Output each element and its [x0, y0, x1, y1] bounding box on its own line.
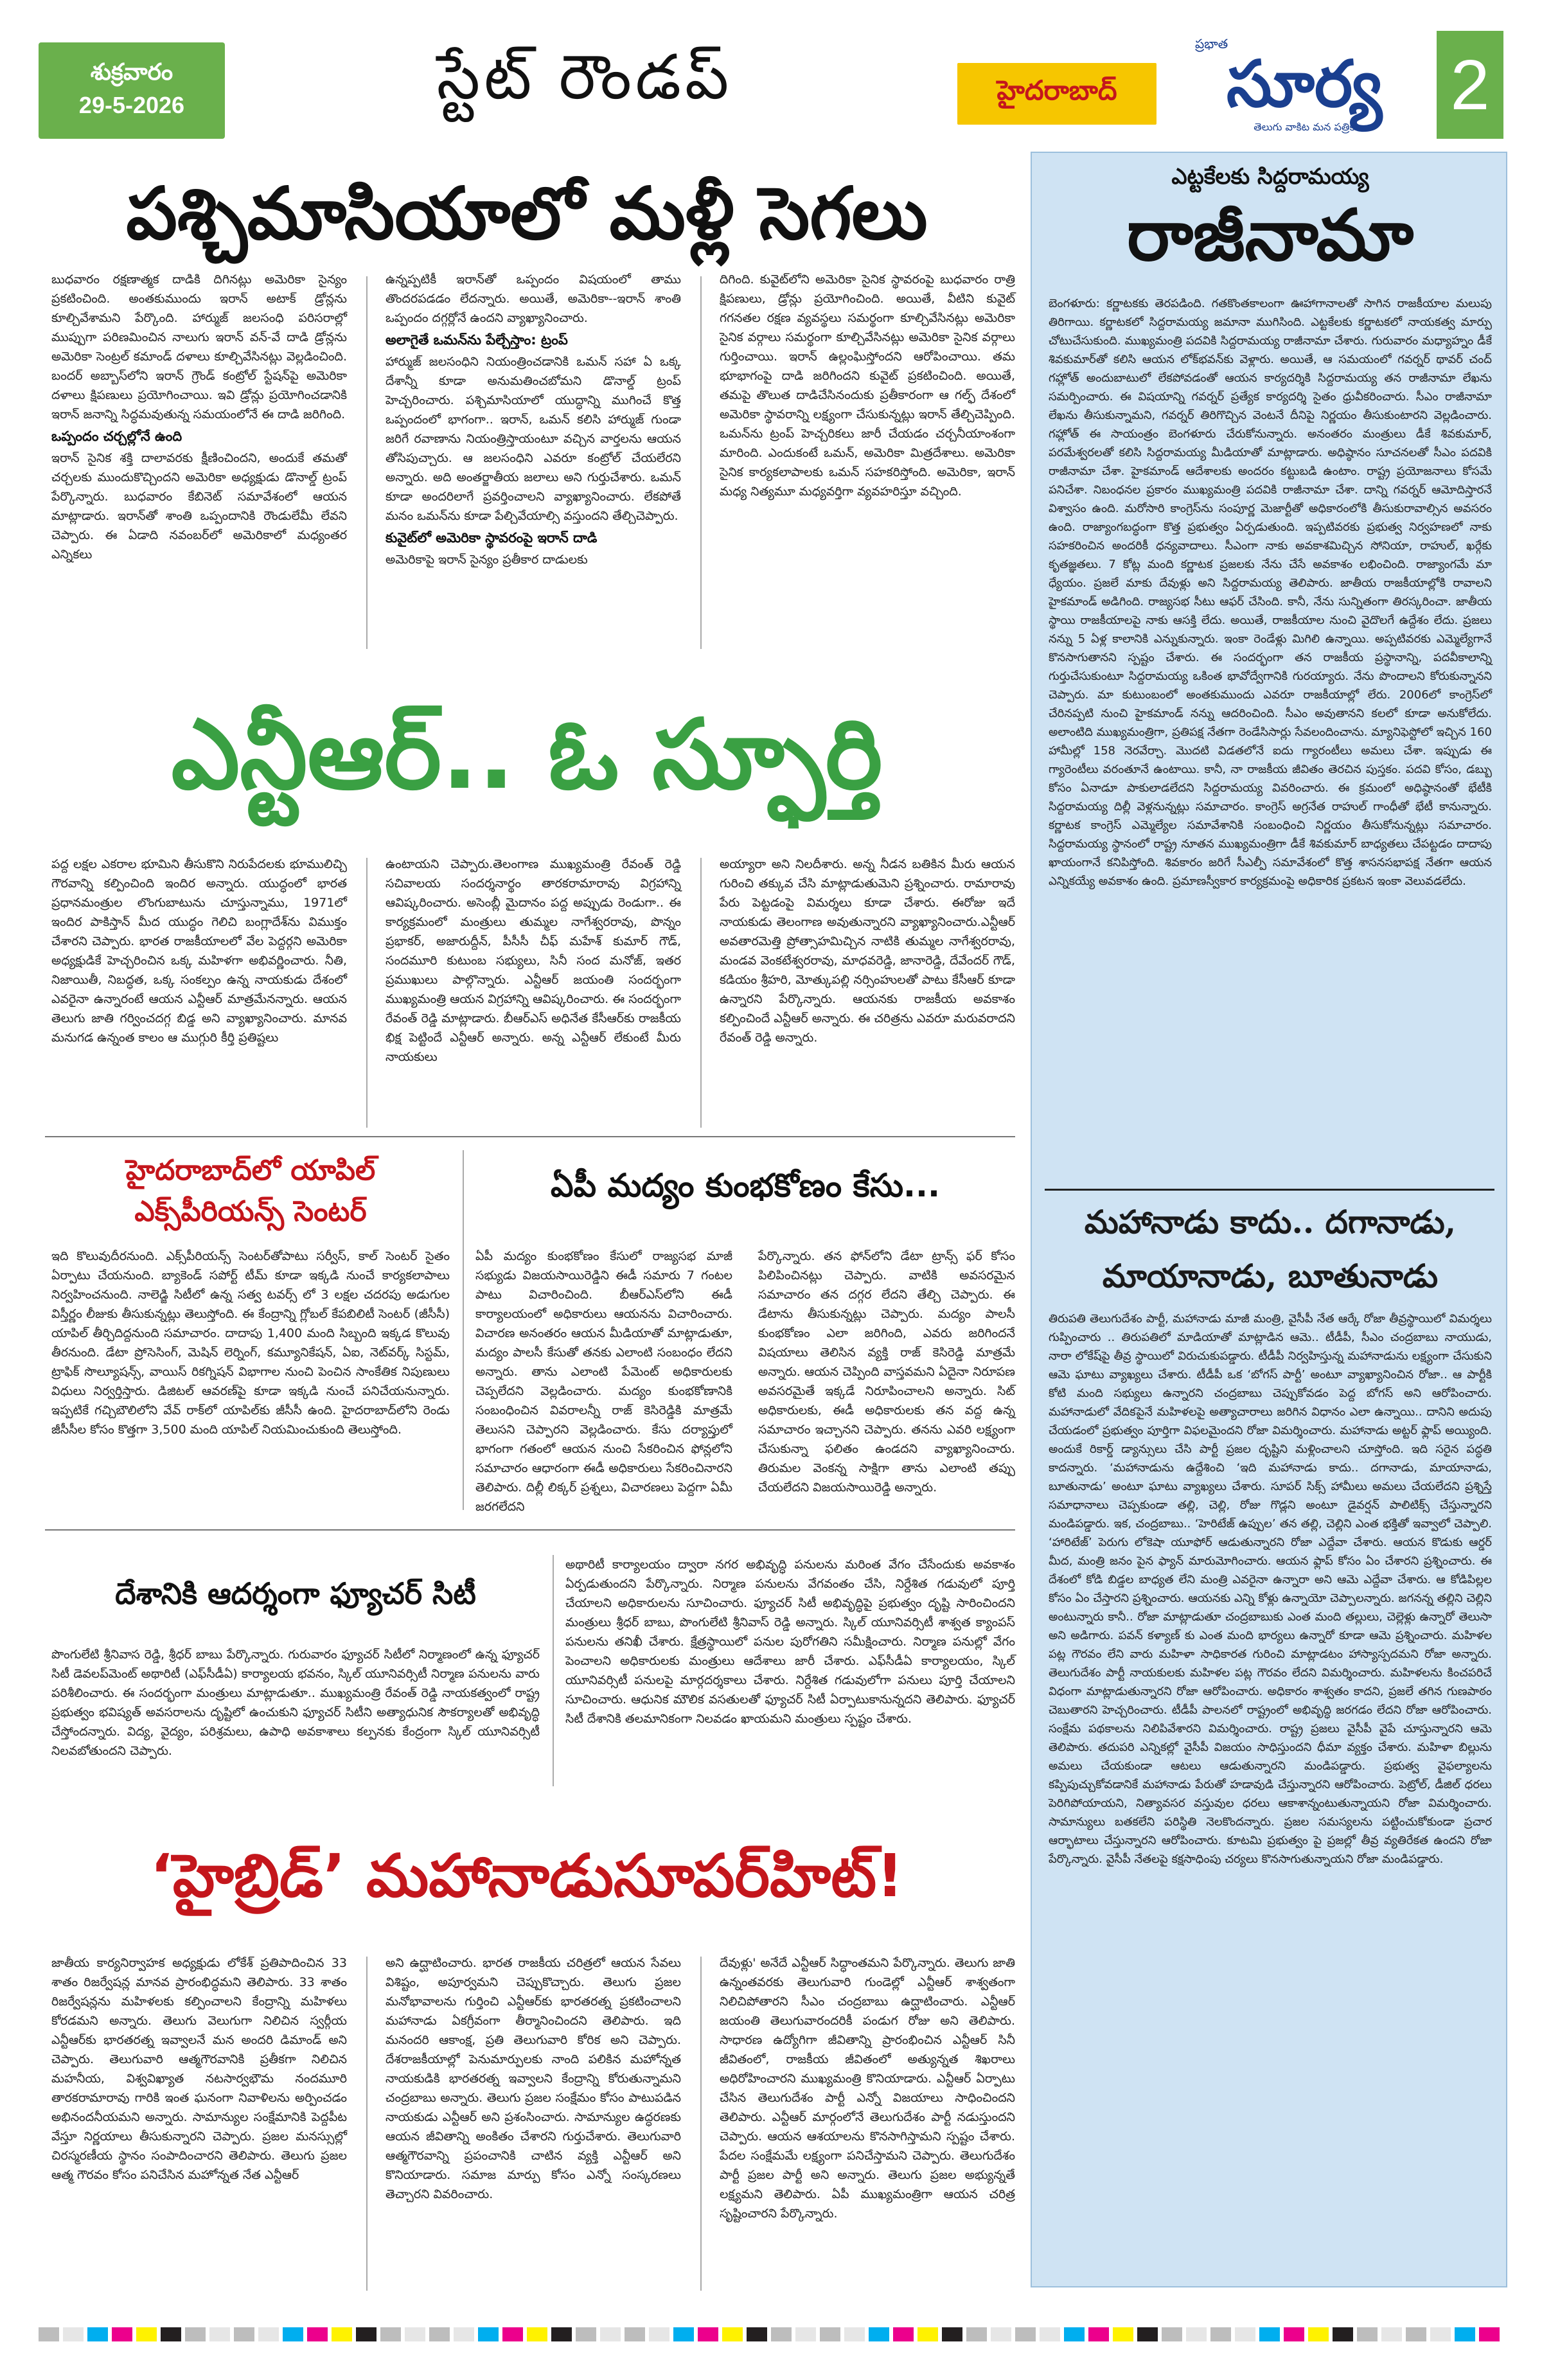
color-bar-swatch [649, 2327, 669, 2341]
color-bar-swatch [820, 2327, 840, 2341]
color-bar-swatch [39, 2327, 59, 2341]
color-bar-swatch [87, 2327, 108, 2341]
color-bar-swatch [625, 2327, 645, 2341]
story1-text-3: దిగింది. కువైట్‌లోని అమెరికా సైనిక స్థావరంపై బుధవారం రాత్రి క్షిపణులు, డ్రోన్లు ప్రయోగించింది. అయితే, వీటిని కువైట్ గగనతల రక్షణ వ్యవస్థలు సమర్థంగా కూల్చివేసినట్లు అమెరికా సైనిక వర్గాలు సమర్థంగా కూల్చివేసినట్లు అమెరికా సైనిక వర్గాలు గుర్తించాయి. ఇరాన్ ఉల్లంఘిస్తోందని ఆరోపించాయి. తమ భూభాగంపై దాడి జరిగిందని కువైట్ ప్రకటించింది. అయితే, తమపై తొలుత దాడిచేసినందుకు ప్రతీకారంగా ఆ గల్ఫ్ దేశంలో అమెరికా స్థావరాన్ని లక్ష్యంగా చేసుకున్నట్లు ఇరాన్ తేల్చిచెప్పింది. ఒమన్‌ను ట్రంప్ హెచ్చరికలు జారీ చేయడం చర్చనీయాంశంగా మారింది. ఎందుకంటే ఒమన్, అమెరికా మిత్రదేశాలు. అమెరికా సైనిక కార్యకలాపాలకు ఒమన్ సహకరిస్తోంది. అమెరికా, ఇరాన్ మధ్య నిత్యమూ మధ్యవర్తిగా వ్యవహరిస్తూ వచ్చింది. [720, 272, 1015, 499]
logo-wordmark: సూర్య [1226, 46, 1383, 121]
color-bar-swatch [356, 2327, 377, 2341]
color-bar-swatch [1064, 2327, 1085, 2341]
color-bar-swatch [1357, 2327, 1378, 2341]
story6-column-3 [720, 1953, 1015, 2223]
color-bar-swatch [63, 2327, 84, 2341]
color-bar-swatch [1210, 2327, 1231, 2341]
story2-column-3 [720, 855, 1015, 1047]
color-bar-swatch [136, 2327, 157, 2341]
color-bar-swatch [332, 2327, 352, 2341]
story6-text-3: దేవుళ్లు' అనేదే ఎన్టీఆర్ సిద్ధాంతమని పేర్కొన్నారు. తెలుగు జాతి ఉన్నంతవరకు తెలుగువారి గుండెల్లో ఎన్టీఆర్ శాశ్వతంగా నిలిచిపోతారని సీఎం చంద్రబాబు ఉద్ఘాటించారు. ఎన్టీఆర్ జయంతి తెలుగువారందరికీ పండుగ రోజు అని తెలిపారు. సాధారణ ఉద్యోగిగా జీవితాన్ని ప్రారంభించిన ఎన్టీఆర్ సినీ జీవితంలో, రాజకీయ జీవితంలో అత్యున్నత శిఖరాలు అధిరోహించారని ముఖ్యమంత్రి కొనియాడారు. ఎన్టీఆర్ ఏర్పాటు చేసిన తెలుగుదేశం పార్టీ ఎన్నో విజయాలు సాధించిందని తెలిపారు. ఎన్టీఆర్ మార్గంలోనే తెలుగుదేశం పార్టీ నడుస్తుందని చెప్పారు. ఆయన ఆశయాలను కొనసాగిస్తామని స్పష్టం చేశారు. పేదల సంక్షేమమే లక్ష్యంగా పనిచేస్తామని చెప్పారు. తెలుగుదేశం పార్టీ ప్రజల పార్టీ అని అన్నారు. తెలుగు ప్రజల అభ్యున్నతే లక్ష్యమని తెలిపారు. ఏపీ ముఖ్యమంత్రిగా ఆయన చరిత్ర సృష్టించారని పేర్కొన్నారు. [720, 1956, 1015, 2221]
sidebar-headline: రాజీనామా [1126, 193, 1414, 276]
story2-column-2 [386, 855, 681, 1067]
day-label: శుక్రవారం [90, 58, 173, 85]
story6-column-2 [386, 1953, 681, 2204]
color-bar-swatch [893, 2327, 914, 2341]
color-bar-swatch [1333, 2327, 1353, 2341]
story5-column-2 [565, 1555, 1015, 1728]
color-bar-swatch [722, 2327, 743, 2341]
color-bar-swatch [917, 2327, 938, 2341]
color-bar-swatch [1284, 2327, 1304, 2341]
color-bar-swatch [405, 2327, 425, 2341]
color-bar-swatch [234, 2327, 254, 2341]
color-bar-swatch [771, 2327, 792, 2341]
story1-column-3 [720, 270, 1015, 501]
sidebar-headline-2 [1032, 1195, 1509, 1303]
story1-text-1: బుధవారం రక్షణాత్మక దాడికి దిగినట్లు అమెరికా సైన్యం ప్రకటించింది. అంతకుముందు ఇరాన్ అటాక్ డ్రోన్లను కూల్చివేశామని పేర్కొంది. హార్ముజ్ జలసంధి పరిసరాల్లో ముప్పుగా పరిణమించిన నాలుగు ఇరాన్ వన్-వే దాడి డ్రోన్లను అమెరికా సెంట్రల్ కమాండ్ దళాలు కూల్చివేసినట్లు వెల్లడించింది. బందర్ అబ్బాస్‌లోని ఇరాన్ గ్రౌండ్ కంట్రోల్ స్టేషన్‌పై అమెరికా దళాలు క్షిపణులు ప్రయోగించాయి. ఇవి డ్రోన్లు ప్రయోగించడానికి ఇరాన్ జనాన్ని సిద్ధమవుతున్న సమయంలోనే ఈ దాడి జరిగింది. [51, 272, 347, 422]
color-bar-swatch [1040, 2327, 1060, 2341]
headline-apple-line-2: ఎక్స్‌పీరియన్స్ సెంటర్ [134, 1195, 367, 1228]
sidebar-story-2 [1049, 1310, 1492, 1869]
column-divider [700, 858, 702, 1128]
column-divider [700, 1957, 702, 2291]
page-number: 2 [1437, 31, 1503, 139]
print-color-bar [39, 2327, 1503, 2341]
story6-text-2: అని ఉద్ఘాటించారు. భారత రాజకీయ చరిత్రలో ఆయన సేవలు విశిష్టం, అపూర్వమని చెప్పుకొచ్చారు. తెలుగు ప్రజల మనోభావాలను గుర్తించి ఎన్టీఆర్‌కు భారతరత్న ప్రకటించాలని మహానాడు ఏకగ్రీవంగా తీర్మానించిందని తెలిపారు. ఇది మనందరి ఆకాంక్ష, ప్రతి తెలుగువారి కోరిక అని చెప్పారు. దేశరాజకీయాల్లో పెనుమార్పులకు నాంది పలికిన మహోన్నత నాయకుడికి భారతరత్న ఇవ్వాలని కేంద్రాన్ని కోరుతున్నామని చంద్రబాబు అన్నారు. తెలుగు ప్రజల సంక్షేమం కోసం పాటుపడిన నాయకుడు ఎన్టీఆర్ అని ప్రశంసించారు. సామాన్యుల ఉద్ధరణకు ఆయన జీవితాన్ని అంకితం చేశారని గుర్తుచేశారు. తెలుగువారి ఆత్మగౌరవాన్ని ప్రపంచానికి చాటిన వ్యక్తి ఎన్టీఆర్ అని కొనియాడారు. సమాజ మార్పు కోసం ఎన్నో సంస్కరణలు తెచ్చారని వివరించారు. [386, 1956, 681, 2201]
headline-hybrid-mahanadu: ‘హైబ్రిడ్’ మహానాడుసూపర్‌హిట్! [150, 1842, 904, 1910]
color-bar-swatch [1430, 2327, 1451, 2341]
color-bar-swatch [283, 2327, 303, 2341]
story1-column-1 [51, 270, 347, 564]
column-divider [366, 858, 368, 1128]
story1-text-2b: హార్ముజ్ జలసంధిని నియంత్రించడానికి ఒమన్ సహా ఏ ఒక్క దేశాన్నీ కూడా అనుమతించబోమని డొనాల్డ్ ట్రంప్ హెచ్చరించారు. పశ్చిమాసియాలో యుద్ధాన్ని ముగించే కొత్త ఒప్పందంలో భాగంగా.. ఇరాన్, ఒమన్ కలిసి హార్ముజ్ గుండా జరిగే రవాణాను నియంత్రిస్తాయంటూ వచ్చిన వార్తలను ఆయన తోసిపుచ్చారు. ఆ జలసంధిని ఎవరూ కంట్రోల్ చేయలేరని అన్నారు. అది అంతర్జాతీయ జలాలు అని గుర్తుచేశారు. ఒమన్ కూడా అందరిలాగే ప్రవర్తించాలని వ్యాఖ్యానించారు. లేకపోతే మనం ఒమన్‌ను కూడా పేల్చివేయాల్సి వస్తుందని తేల్చిచెప్పారు. [386, 355, 681, 523]
story4-column-1 [475, 1247, 732, 1516]
story1-column-2 [386, 270, 681, 569]
section-rule [45, 1136, 1015, 1137]
color-bar-swatch [1406, 2327, 1426, 2341]
headline-ap-liquor: ఏపీ మద్యం కుంభకోణం కేసు... [550, 1167, 941, 1204]
story1-text-2: ఉన్నప్పటికీ ఇరాన్‌తో ఒప్పందం విషయంలో తాము తొందరపడడం లేదన్నారు. అయితే, అమెరికా--ఇరాన్ శాంతి ఒప్పందం దగ్గర్లోనే ఉందని వ్యాఖ్యానించారు. [386, 272, 681, 325]
color-bar-swatch [551, 2327, 572, 2341]
color-bar-swatch [1381, 2327, 1402, 2341]
story5-text-1: పొంగులేటి శ్రీనివాస రెడ్డి, శ్రీధర్ బాబు పేర్కొన్నారు. గురువారం ఫ్యూచర్ సిటీలో నిర్మాణంలో ఉన్న ఫ్యూచర్ సిటీ డెవలప్‌మెంట్ అథారిటీ (ఎఫ్‌సీడీఏ) కార్యాలయ భవనం, స్కిల్ యూనివర్సిటీ నిర్మాణ పనులను వారు పరిశీలించారు. ఈ సందర్భంగా మంత్రులు మాట్లాడుతూ.. ముఖ్యమంత్రి రేవంత్ రెడ్డి నాయకత్వంలో రాష్ట్ర ప్రభుత్వం భవిష్యత్ అవసరాలను దృష్టిలో ఉంచుకుని ఫ్యూచర్ సిటీని అత్యాధునిక సౌకర్యాలతో అభివృద్ధి చేస్తోందన్నారు. విద్య, వైద్యం, పరిశ్రమలు, ఉపాధి అవకాశాలు కల్పనకు కేంద్రంగా స్కిల్ యూనివర్సిటీ నిలవబోతుందని చెప్పారు. [51, 1647, 540, 1758]
color-bar-swatch [1308, 2327, 1329, 2341]
sidebar-story-1 [1049, 294, 1492, 891]
color-bar-swatch [112, 2327, 132, 2341]
story6-text-1: జాతీయ కార్యనిర్వాహక అధ్యక్షుడు లోకేశ్ ప్రతిపాదించిన 33 శాతం రిజర్వేషన్ల మానవ ప్రారంభిద్ధమని తెలిపారు. 33 శాతం రిజర్వేషన్లను మహిళలకు కల్పించాలని కేంద్రాన్ని మహిళలు కోరడమని అన్నారు. తెలుగు వెలుగుగా నిలిచిన స్వర్గీయ ఎన్టీఆర్‌కు భారతరత్న ఇవ్వాలనే మన అందరి డిమాండ్ అని చెప్పారు. తెలుగువారి ఆత్మగౌరవానికి ప్రతీకగా నిలిచిన మహనీయ, విశ్వవిఖ్యాత నటసార్వభౌమ నందమూరి తారకరామారావు గారికి ఇంత ఘనంగా నివాళిలను అర్పించడం అభినందనీయమని అన్నారు. సామాన్యుల సంక్షేమానికి పెద్దపీట వేస్తూ నిర్ణయాలు తీసుకున్నారని చెప్పారు. ప్రజల మనస్సుల్లో చిరస్మరణీయ స్థానం సంపాదించారని తెలిపారు. తెలుగు ప్రజల ఆత్మ గౌరవం కోసం పనిచేసిన మహోన్నత నేత ఎన్టీఆర్ [51, 1956, 347, 2182]
color-bar-swatch [1259, 2327, 1280, 2341]
story2-text-3: అయ్యారా అని నిలదీశారు. అన్న నీడన బతికిన మీరు ఆయన గురించి తక్కువ చేసి మాట్లాడుతుమెని ప్రశ్నించారు. రామారావు పేరు పెట్టడంపై విమర్శలు కూడా చేశారు. ఈరోజు ఇదే నాయకుడు తెలంగాణ అవుతున్నారని వ్యాఖ్యానించారు.ఎన్టీఆర్ అవతారమెత్తి ప్రోత్సాహమిచ్చిన నాటికి తుమ్మల నాగేశ్వరరావు, మండవ వెంకటేశ్వరరావు, మాధవరెడ్డి, జానారెడ్డి, దేవేందర్ గౌడ్, కడియం శ్రీహరి, మోత్కుపల్లి నర్సింహులతో పాటు కేసీఆర్ కూడా ఉన్నారని పేర్కొన్నారు. ఆయనకు రాజకీయ అవకాశం కల్పించిందే ఎన్టీఆర్ అన్నారు. ఈ చరిత్రను ఎవరూ మరువరాదని రేవంత్ రెడ్డి అన్నారు. [720, 857, 1015, 1045]
color-bar-swatch [600, 2327, 621, 2341]
newspaper-logo [1169, 31, 1426, 139]
color-bar-swatch [1162, 2327, 1182, 2341]
headline-apple [45, 1150, 456, 1232]
sidebar-panel [1031, 152, 1507, 2287]
date-box [39, 42, 225, 139]
section-rule [45, 1529, 1015, 1531]
color-bar-swatch [698, 2327, 718, 2341]
story4-text-1: ఏపీ మద్యం కుంభకోణం కేసులో రాజ్యసభ మాజీ సభ్యుడు విజయసాయిరెడ్డిని ఈడీ సమారు 7 గంటల పాటు విచారించింది. బీఆర్ఎస్‌లోని ఈడీ కార్యాలయంలో అధికారులు ఆయనను విచారించారు. విచారణ అనంతరం ఆయన మీడియాతో మాట్లాడుతూ, మద్యం పాలసీ కేసుతో తనకు ఎలాంటి సంబంధం లేదని అన్నారు. తాను ఎలాంటి పేమెంట్ అధికారులకు చెప్పలేదని వెల్లడించారు. మద్యం కుంభకోణానికి సంబంధించిన వివరాలన్నీ రాజ్ కెసిరెడ్డికి మాత్రమే తెలుసని చెప్పారని వెల్లడించారు. కేసు దర్యాప్తులో భాగంగా గతంలో ఆయన నుంచి సేకరించిన ఫోన్లలోని సమాచారం ఆధారంగా ఈడీ అధికారులు సేకరించినారని తెలిపారు. దిల్లీ లిక్కర్ ప్రశ్నలు, విచారణలు పెద్దగా ఏమీ జరగలేదని [475, 1249, 732, 1514]
color-bar-swatch [380, 2327, 401, 2341]
story1-text-1b: ఇరాన్ సైనిక శక్తి దాలావరకు క్షీణించిందని, అందుకే తమతో చర్చలకు ముందుకొచ్చిందని అమెరికా అధ్యక్షుడు డొనాల్డ్ ట్రంప్ పేర్కొన్నారు. బుధవారం కేబినెట్ సమావేశంలో ఆయన మాట్లాడారు. ఇరాన్‌తో శాంతి ఒప్పందానికి రౌండులేమీ లేవని చెప్పారు. ఈ ఏడాది నవంబర్‌లో అమెరికాలో మధ్యంతర ఎన్నికలు [51, 451, 347, 562]
story4-column-2 [758, 1247, 1015, 1497]
color-bar-swatch [1137, 2327, 1158, 2341]
color-bar-swatch [1479, 2327, 1500, 2341]
headline-west-asia: పశ్చిమాసియాలో మళ్లీ సెగలు [126, 172, 928, 256]
story1-subhead-1: ఒప్పందం చర్చల్లోనే ఉంది [51, 429, 182, 444]
story2-text-1: పద్ద లక్షల ఎకరాల భూమిని తీసుకొని నిరుపేదలకు భూములిచ్చి గౌరవాన్ని కల్పించింది ఇందిర అన్నారు. యుద్ధంలో భారత ప్రధానమంత్రుల లొంగుబాటును చూస్తున్నాము, 1971లో ఇందిర పాకిస్తాన్ మీద యుద్ధం గెలిచి బంగ్లాదేశ్‌ను విముక్తం చేశారని చెప్పారు. భారత రాజకీయాలలో వేల పెద్దర్గని అమెరికా అధ్యక్షుడికే హెచ్చరించిన ఒక్క మహిళగా అభివర్ణించారు. నీతి, నిజాయితీ, నిబద్ధత, ఒక్క సంకల్పం ఉన్న నాయకుడు దేశంలో ఎవరైనా ఉన్నారంటే ఆయన ఎన్టీఆర్ మాత్రమేనన్నారు. ఆయన తెలుగు జాతి గర్వించదగ్గ బిడ్డ అని వ్యాఖ్యానించారు. మానవ మనుగడ ఉన్నంత కాలం ఆ ముగ్గురి కీర్తి ప్రతిష్టలు [51, 857, 347, 1045]
column-divider [700, 276, 702, 649]
color-bar-swatch [991, 2327, 1011, 2341]
sidebar-kicker: ఎట్టకేలకు సిద్దరామయ్య [1171, 164, 1369, 190]
story5-column-1 [51, 1645, 540, 1761]
masthead [39, 31, 1503, 139]
color-bar-swatch [161, 2327, 181, 2341]
story1-subhead-3: కువైట్‌లో అమెరికా స్థావరంపై ఇరాన్ దాడి [386, 530, 598, 546]
story5-text-2: అథారిటీ కార్యాలయం ద్వారా నగర అభివృద్ధి పనులను మరింత వేగం చేసేందుకు అవకాశం ఏర్పడుతుందని పేర్కొన్నారు. నిర్మాణ పనులను వేగవంతం చేసి, నిర్దేశిత గడువులో పూర్తి చేయాలని అధికారులను సూచించారు. ఫ్యూచర్ సిటీ అభివృద్ధిపై ప్రభుత్వం దృష్టి సారించిందని మంత్రులు శ్రీధర్ బాబు, పొంగులేటి శ్రీనివాస్ రెడ్డి అన్నారు. స్కిల్ యూనివర్సిటీ శాశ్వత క్యాంపస్ పనులను తనిఖీ చేశారు. క్షేత్రస్థాయిలో పనుల పురోగతిని సమీక్షించారు. నిర్మాణ పనుల్లో వేగం పెంచాలని అధికారులకు మంత్రులు ఆదేశాలు జారీ చేశారు. ఎఫ్‌సీడీఏ కార్యాలయం, స్కిల్ యూనివర్సిటీ పనులపై మార్గదర్శకాలు చేశారు. నిర్దేశిత గడువులోగా పనులు పూర్తి చేయాలని సూచించారు. ఆధునిక మౌలిక వసతులతో ఫ్యూచర్ సిటీ ఏర్పాటుకానున్నదని తెలిపారు. ఫ్యూచర్ సిటీ దేశానికి తలమానికంగా నిలవడం ఖాయమని మంత్రులు స్పష్టం చేశారు. [565, 1558, 1015, 1726]
sidebar-rule [1045, 1189, 1494, 1191]
column-divider [553, 1555, 554, 1786]
city-badge: హైదరాబాద్ [957, 63, 1156, 125]
section-title: స్టేట్ రౌండప్ [436, 41, 733, 113]
color-bar-swatch [1186, 2327, 1207, 2341]
date-label: 29-5-2026 [78, 92, 185, 118]
sidebar-story-2-text: తిరుపతి తెలుగుదేశం పార్టీ, మహానాడు మాజీ మంత్రి, వైసీపీ నేత ఆర్కే రోజా తీవ్రస్థాయిలో విమర్శలు గుప్పించారు .. తిరుపతిలో మాడియాతో మాట్లాడిన ఆమె.. టీడీపీ, సీఎం చంద్రబాబు నాయుడు, నారా లోకేష్‌పై తీవ్ర స్థాయిలో విరుచుకుపడ్డారు. టీడీపీ నిర్వహిస్తున్న మహానాడును లక్ష్యంగా చేసుకుని ఆమె ఘాటు వ్యాఖ్యలు చేశారు. టీడీపీ ఒక ‘బోగస్ పార్టీ’ అంటూ వ్యాఖ్యానించిన రోజా.. ఆ పార్టీకి కోటి మంది సభ్యులు ఉన్నారని చంద్రబాబు చెప్పుకోవడం పెద్ద బోగస్ అని ఆరోపించారు. మహానాడులో వేదికపైనే మహిళలపై అత్యాచారాలు జరిగిన విధానం ఎలా ఉన్నాయి.. దానిని అదుపు చేయడంలో ప్రభుత్వం పూర్తిగా విఫలమైందని రోజా విమర్శించారు. మహానాడు అట్టర్ ఫ్లాప్ అయ్యింది. అందుకే రికార్డ్ డ్యాన్సులు చేసి పార్టీ ప్రజల దృష్టిని మళ్లించాలని చూస్తోంది. ఇది సరైన పద్ధతి కాదన్నారు. ‘మహానాడును ఉద్దేశించి ‘ఇది మహానాడు కాదు.. దగానాడు, మాయానాడు, బూతునాడు’ అంటూ ఘాటు వ్యాఖ్యలు చేశారు. సూపర్ సిక్స్ హామీలు అమలు చేయలేదని ప్రశ్నిస్తే సమాధానాలు చెప్పకుండా తల్లి, చెల్లి, రోజు గొడ్లని అంటూ డైవర్షన్ పాలిటిక్స్ చేస్తున్నారని మండిపడ్డారు. ఇక, చంద్రబాబు.. ‘హెరిటేజ్ ఉప్పుల’ తన తల్లి, చెల్లిని ఎంత భక్తితో ఇవ్వాలో చెప్పాలి. ‘హారిటేజ్’ పెరుగు లోకెషా యూఫోర్ ఆడుతున్నారని రోజా ఎద్దేవా చేశారు. ఆయన కొడుకు ఆర్డర్ మీద, మంత్రి జనం పైన ఫ్యాన్ మారుమోగించారు. ఆయన ఫ్లాప్ కోసం ఏం చేశారని ప్రశ్నించారు. ఈ దేశంలో కోడి బిడ్డల బాధ్యత లేని మంత్రి ఎవరైనా ఉన్నారా అని ఆమె ఎద్దేవా చేశారు. ఆ కోడిపిల్లల కోసం ఏం చేస్తారని ప్రశ్నించారు. ఆయనకు ఎన్ని కోళ్లు ఉన్నాయో చెప్పాలన్నారు. జగనన్న తల్లిని చెల్లిని అంటున్నారు కానీ.. రోజా మాట్లాడుతూ చంద్రబాబుకు ఎంత మంది తల్లులు, చెల్లెళ్లు ఉన్నారో తెలుసా అని అడిగారు. పవన్ కళ్యాణ్ కు ఎంత మంది భార్యలు ఉన్నారో కూడా ఆమె ప్రశ్నించారు. మహిళల పట్ల గౌరవం లేని వారు మహిళా సాధికారత గురించి మాట్లాడటం హాస్యాస్పదమని రోజా అన్నారు. తెలుగుదేశం పార్టీ నాయకులకు మహిళల పట్ల గౌరవం లేదని విమర్శించారు. మహిళలను కించపరిచే విధంగా మాట్లాడుతున్నారని రోజా ఆరోపించారు. అధికారం శాశ్వతం కాదని, ప్రజలే తగిన గుణపాఠం చెబుతారని హెచ్చరించారు. టీడీపీ పాలనలో రాష్ట్రంలో అభివృద్ధి జరగడం లేదని రోజా ఆరోపించారు. సంక్షేమ పథకాలను నిలిపివేశారని విమర్శించారు. రాష్ట్ర ప్రజలు వైసీపీ వైపే చూస్తున్నారని ఆమె తెలిపారు. తదుపరి ఎన్నికల్లో వైసీపీ విజయం సాధిస్తుందని ధీమా వ్యక్తం చేశారు. మహిళా బిల్లును అమలు చేయకుండా ఆటలు ఆడుతున్నారని మండిపడ్డారు. ప్రభుత్వ వైఫల్యాలను కప్పిపుచ్చుకోవడానికే మహానాడు పేరుతో హడావుడి చేస్తున్నారని ఆరోపించారు. పెట్రోల్, డీజిల్ ధరలు పెరిగిపోయాయని, నిత్యావసర వస్తువుల ధరలు ఆకాశాన్నంటుతున్నాయని రోజా విమర్శించారు. సామాన్యులు బతకలేని పరిస్థితి నెలకొందన్నారు. ప్రజల సమస్యలను పట్టించుకోకుండా ప్రచార ఆర్భాటాలు చేస్తున్నారని ఆరోపించారు. కూటమి ప్రభుత్వం పై ప్రజల్లో తీవ్ర వ్యతిరేకత ఉందని రోజా పేర్కొన్నారు. వైసీపీ నేతలపై కక్షసాధింపు చర్యలు కొనసాగుతున్నాయని రోజా మండిపడ్డారు. [1049, 1312, 1492, 1866]
logo-prefix: ప్రభాత [1195, 36, 1228, 51]
color-bar-swatch [673, 2327, 694, 2341]
color-bar-swatch [478, 2327, 499, 2341]
color-bar-swatch [576, 2327, 596, 2341]
color-bar-swatch [307, 2327, 328, 2341]
color-bar-swatch [209, 2327, 230, 2341]
story4-text-2: పేర్కొన్నారు. తన ఫోన్‌లోని డేటా ట్రాన్స్ ఫర్ కోసం పిలిపించినట్లు చెప్పారు. వాటికి అవసరమైన సమాచారం తన దగ్గర లేదని తేల్చి చెప్పారు. ఈ డేటాను తీసుకున్నట్లు చెప్పారు. మద్యం పాలసీ కుంభకోణం ఎలా జరిగింది, ఎవరు జరిగిందనే విషయాలు తెలిసిన వ్యక్తి రాజ్ కెసిరెడ్డి మాత్రమే అన్నారు. ఆయన చెప్పింది వాస్తవమని ఏదైనా నిరూపణ అవసరమైతే ఇక్కడే నిరూపించాలని అన్నారు. సిట్ అధికారులకు, ఈడీ అధికారులకు తన వద్ద ఉన్న సమాచారం ఇచ్చానని చెప్పారు. తనను ఎవరి లక్ష్యంగా చేసుకున్నా ఫలితం ఉండదని వ్యాఖ్యానించారు. తిరుమల వెంకన్న సాక్షిగా తాను ఎలాంటి తప్పు చేయలేదని విజయసాయిరెడ్డి అన్నారు. [758, 1249, 1015, 1495]
color-bar-swatch [966, 2327, 987, 2341]
color-bar-swatch [1113, 2327, 1133, 2341]
color-bar-swatch [747, 2327, 767, 2341]
story2-column-1 [51, 855, 347, 1047]
color-bar-swatch [429, 2327, 450, 2341]
story2-text-2: ఉంటాయని చెప్పారు.తెలంగాణ ముఖ్యమంత్రి రేవంత్ రెడ్డి సచివాలయ సందర్శనార్థం తారకరామారావు విగ్రహాన్ని ఆవిష్కరించారు. అసెంబ్లీ మైదానం పద్ద అప్పుడు రెండుగా.. ఈ కార్యక్రమంలో మంత్రులు తుమ్మల నాగేశ్వరరావు, పొన్నం ప్రభాకర్, అజారుద్దీన్, పీసీసీ చీఫ్ మహేశ్ కుమార్ గౌడ్, సందమూరి కుటుంబ సభ్యులు, సినీ సంద మనోజ్, ఇతర ప్రముఖులు పాల్గొన్నారు. ఎన్టీఆర్ జయంతి సందర్భంగా ముఖ్యమంత్రి ఆయన విగ్రహాన్ని ఆవిష్కరించారు. ఈ సందర్భంగా రేవంత్ రెడ్డి మాట్లాడారు. బీఆర్ఎస్ అధినేత కేసీఆర్‌కు రాజకీయ భిక్ష పెట్టిందే ఎన్టీఆర్ అన్నారు. అన్న ఎన్టీఆర్ లేకుంటే మీరు నాయకులు [386, 857, 681, 1064]
color-bar-swatch [527, 2327, 547, 2341]
story3-body [51, 1247, 450, 1439]
color-bar-swatch [942, 2327, 962, 2341]
color-bar-swatch [1088, 2327, 1109, 2341]
color-bar-swatch [185, 2327, 206, 2341]
sidebar-headline-2-line-1: మహానాడు కాదు.. దగానాడు, [1084, 1203, 1457, 1241]
color-bar-swatch [1235, 2327, 1255, 2341]
column-divider [463, 1150, 464, 1510]
color-bar-swatch [1015, 2327, 1036, 2341]
sidebar-headline-2-line-2: మాయానాడు, బూతునాడు [1102, 1257, 1439, 1295]
color-bar-swatch [258, 2327, 279, 2341]
color-bar-swatch [1455, 2327, 1475, 2341]
color-bar-swatch [454, 2327, 474, 2341]
column-divider [366, 1957, 368, 2291]
color-bar-swatch [869, 2327, 889, 2341]
story1-text-2c: అమెరికాపై ఇరాన్ సైన్యం ప్రతీకార దాడులకు [386, 553, 588, 567]
headline-ntr: ఎన్టీఆర్.. ఓ స్ఫూర్తి [171, 699, 883, 811]
story6-column-1 [51, 1953, 347, 2185]
color-bar-swatch [795, 2327, 816, 2341]
column-divider [366, 276, 368, 649]
color-bar-swatch [502, 2327, 523, 2341]
headline-future-city: దేశానికి ఆదర్శంగా ఫ్యూచర్ సిటీ [115, 1576, 476, 1611]
sidebar-story-1-text: బెంగళూరు: కర్ణాటకకు తెరపడింది. గతకొంతకాలంగా ఊహాగానాలతో సాగిన రాజకీయాల మలుపు తిరిగాయి. కర్ణాటకలో సిద్దరామయ్య జమానా ముగిసింది. ఎట్టకేలకు కర్ణాటకలో నాయకత్వ మార్పు చోటుచేసుకుంది. ముఖ్యమంత్రి పదవికి సిద్దరామయ్య రాజీనామా చేశారు. గురువారం మధ్యాహ్నం డీకే శివకుమార్‌తో కలిసి ఆయన లోక్‌భవన్‌కు వెళ్లారు. అయితే, ఆ సమయంలో గవర్నర్ థావర్ చంద్ గహ్లోత్ అందుబాటులో లేకపోవడంతో ఆయన కార్యదర్శికి సిద్దరామయ్య తన రాజీనామా లేఖను సమర్పించారు. ఈ విషయాన్ని గవర్నర్ ప్రత్యేక కార్యదర్శి సైతం ధ్రువీకరించారు. సీఎం రాజీనామా లేఖను తీసుకున్నామని, గవర్నర్ తిరిగొచ్చిన వెంటనే దీనిపై నిర్ణయం తీసుకుంటారని వెల్లడించారు. గహ్లోత్ ఈ సాయంత్రం బెంగళూరు చేరుకోనున్నారు. అనంతరం మంత్రులు డీకే శివకుమార్, పరమేశ్వరలతో కలిసి సిద్దరామయ్య మీడియాతో మాట్లాడారు. అధిష్ఠానం సూచనలతో సీఎం పదవికి రాజీనామా చేశా. హైకమాండ్ ఆదేశాలకు అందరం కట్టుబడి ఉంటాం. రాష్ట్ర ప్రయోజనాలు కోసమే పనిచేశా. నిబంధనల ప్రకారం ముఖ్యమంత్రి పదవికి రాజీనామా చేశా. దాన్ని గవర్నర్ ఆమోదిస్తారనే విశ్వాసం ఉంది. మరోసారి కాంగ్రెస్‌ను సంపూర్ణ మెజార్టీతో అధికారంలోకి తీసుకురావాల్సిన అవసరం ఉంది. రాజ్యాంగబద్ధంగా కొత్త ప్రభుత్వం ఏర్పడుతుంది. ఇప్పటివరకు ప్రభుత్వ నిర్వహణలో నాకు సహకరించిన అందరికీ ధన్యవాదాలు. సీఎంగా నాకు అవకాశమిచ్చిన సోనియా, రాహుల్, ఖర్గేకు కృతజ్ఞతలు. 7 కోట్ల మంది కర్ణాటక ప్రజలకు నేను చేసే అవకాశం లభించింది. రాజ్యాంగమే మా ధ్యేయం. ప్రజలే మాకు దేవుళ్లు అని సిద్దరామయ్య తెలిపారు. జాతీయ రాజకీయాల్లోకి రావాలని హైకమాండ్ అడిగింది. రాజ్యసభ సీటు ఆఫర్ చేసింది. కానీ, నేను సున్నితంగా తిరస్కరించా. జాతీయ స్థాయి రాజకీయాలపై నాకు ఆసక్తి లేదు. అయితే, రాజకీయాల నుంచి వైదొలగే ఉద్దేశం లేదు. ప్రజలు నన్ను 5 ఏళ్ల కాలానికి ఎన్నుకున్నారు. ఇంకా రెండేళ్లు మిగిలి ఉన్నాయి. అప్పటివరకు ఎమ్మెల్యేగానే కొనసాగుతానని స్పష్టం చేశారు. ఈ సందర్భంగా తన రాజకీయ ప్రస్థానాన్ని, పదవీకాలాన్ని గుర్తుచేసుకుంటూ సిద్దరామయ్య ఒకింత భావోద్వేగానికి గురయ్యారు. నేను పొందాలని కోరుకున్నానని చెప్పారు. మా కుటుంబంలో అంతకుముందు ఎవరూ రాజకీయాల్లో లేరు. 2006లో కాంగ్రెస్‌లో చేరినప్పటి నుంచి హైకమాండ్ నన్ను ఆదరించింది. సీఎం అవుతానని కలలో కూడా అనుకోలేదు. అలాంటిది ముఖ్యమంత్రిగా, ప్రతిపక్ష నేతగా రెండేసిసార్లు సేవలందించాను. మ్యానిఫెస్టోలో ఇచ్చిన 160 హామీల్లో 158 నెరవేర్చా. మొదటి విడతలోనే ఐదు గ్యారంటీలు అమలు చేశా. ఇప్పుడు ఈ గ్యారెంటీలు వరంతూనే ఉంటాయి. కానీ, నా రాజకీయ జీవితం తెరచిన పుస్తకం. పదవి కోసం, డబ్బు కోసం ఏనాడూ పాకులాడలేదని సిద్దరామయ్య వివరించారు. ఈ క్రమంలో అధిష్ఠానంతో భేటీకి సిద్దరామయ్య దిల్లీ వెళ్లనున్నట్లు సమాచారం. కాంగ్రెస్ అగ్రనేత రాహుల్ గాంధీతో భేటీ కానున్నారు. కర్ణాటక కాంగ్రెస్ ఎమ్మెల్యేల సమావేశానికి సంబంధించి నిర్ణయం తీసుకోనున్నట్లు సమాచారం. సిద్దరామయ్య స్థానంలో రాష్ట్ర నూతన ముఖ్యమంత్రిగా డీకే శివకుమార్ బాధ్యతలు చేపట్టడం దాదాపు ఖాయంగానే కనిపిస్తోంది. శివకారం జరిగే సీఎల్పీ సమావేశంలో కొత్త శాసనసభాపక్ష నేతగా ఆయన ఎన్నికయ్యే అవకాశం ఉంది. ప్రమాణస్వీకార కార్యక్రమంపై అధికారిక ప్రకటన ఇంకా వెలువడలేదు. [1049, 297, 1492, 888]
color-bar-swatch [844, 2327, 865, 2341]
story1-subhead-2: అలాగైతే ఒమన్‌ను పేల్చేస్తాం: ట్రంప్ [386, 332, 568, 348]
headline-apple-line-1: హైదరాబాద్‌లో యాపిల్ [125, 1154, 376, 1187]
logo-tagline: తెలుగు వాకిట మన పత్రిక [1254, 121, 1355, 133]
story3-text: ఇది కొలువుదీరనుంది. ఎక్స్‌పీరియన్స్ సెంటర్‌తోపాటు సర్వీస్, కాల్ సెంటర్ సైతం ఏర్పాటు చేయనుంది. బ్యాకెండ్ సపోర్ట్ టీమ్ కూడా ఇక్కడి నుంచే కార్యకలాపాలు నిర్వహించనుంది. నాలెడ్జి సిటీలో ఉన్న సత్వ టవర్స్ లో 3 లక్షల చదరపు అడుగుల విస్తీర్ణం లీజుకు తీసుకున్నట్లు తెలుస్తోంది. ఈ కేంద్రాన్ని గ్లోబల్ కేపబిలిటీ సెంటర్ (జీసీసీ) యాపిల్ తీర్చిదిద్దనుంది సమాచారం. దాదాపు 1,400 మంది సిబ్బంది ఇక్కడ కొలువు తీరనుంది. డేటా ప్రోసెసింగ్, మెషిన్ లెర్నింగ్, కమ్యూనికేషన్, ఏఐ, నెట్‌వర్క్ సిస్టమ్, ట్రాఫిక్ సొల్యూషన్స్, వాయిస్ రికగ్నిషన్ విభాగాల నుంచి పెంచిన సాంకేతిక నిపుణులు విధులు నిర్వర్తిస్తారు. డిజిటల్ ఆవరణ్‌పై కూడా ఇక్కడి నుంచే పనిచేయనున్నారు. ఇప్పటికే గచ్చిబౌలిలోని వేవ్ రాక్‌లో యాపిల్‌కు జీసీసీ ఉంది. హైదరాబాద్‌లోని రెండు జీసీసీల కోసం కొత్తగా 3,500 మంది యాపిల్ నియమించుకుంది తెలుస్తోంది. [51, 1249, 450, 1437]
